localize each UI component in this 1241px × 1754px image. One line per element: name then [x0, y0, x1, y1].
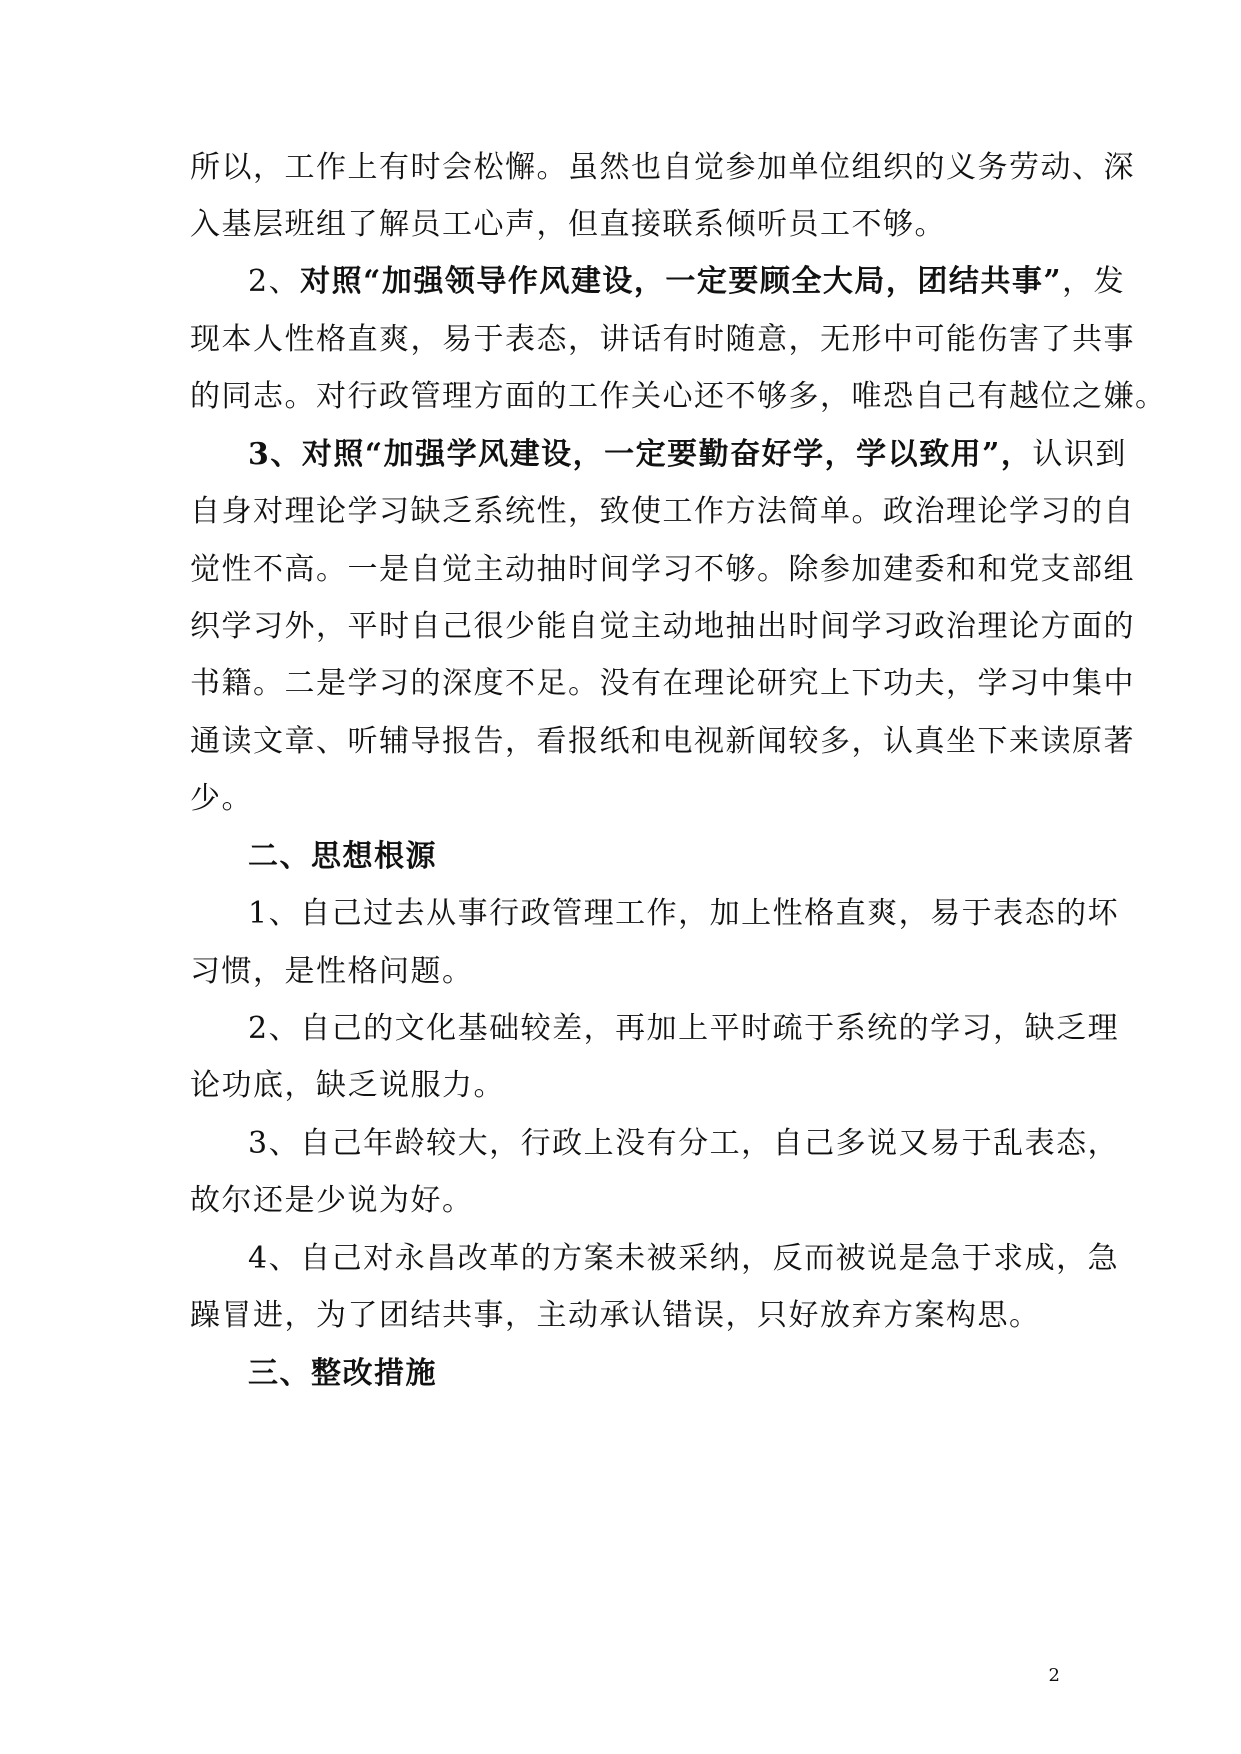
text-line: 习惯，是性格问题。 — [190, 954, 474, 989]
text-line: 躁冒进，为了团结共事，主动承认错误，只好放弃方案构思。 — [190, 1298, 1041, 1333]
text-line: 少。 — [190, 781, 253, 816]
paragraph-3-first-line — [248, 433, 1127, 477]
bold-heading-text: 对照“加强领导作风建设，一定要顾全大局，团结共事” — [300, 264, 1063, 299]
text-span: 认识到 — [1032, 437, 1127, 472]
text-line: 织学习外，平时自己很少能自觉主动地抽出时间学习政治理论方面的 — [190, 609, 1135, 644]
text-line: 的同志。对行政管理方面的工作关心还不够多，唯恐自己有越位之嫌。 — [190, 379, 1167, 414]
bold-heading-text: 3、对照“加强学风建设，一定要勤奋好学，学以致用”， — [248, 437, 1033, 472]
text-line: 论功底，缺乏说服力。 — [190, 1068, 505, 1103]
text-line: 1、自己过去从事行政管理工作，加上性格直爽，易于表态的坏 — [248, 896, 1120, 931]
text-line: 2、自己的文化基础较差，再加上平时疏于系统的学习，缺乏理 — [248, 1011, 1120, 1046]
item-number: 2、 — [248, 264, 301, 299]
text-line: 4、自己对永昌改革的方案未被采纳，反而被说是急于求成，急 — [248, 1241, 1120, 1276]
text-line: 故尔还是少说为好。 — [190, 1183, 474, 1218]
paragraph-2-first-line — [248, 260, 1126, 304]
text-line: 书籍。二是学习的深度不足。没有在理论研究上下功夫，学习中集中 — [190, 666, 1135, 701]
text-line: 自身对理论学习缺乏系统性，致使工作方法简单。政治理论学习的自 — [190, 494, 1135, 529]
text-line: 通读文章、听辅导报告，看报纸和电视新闻较多，认真坐下来读原著 — [190, 724, 1135, 759]
page-number: 2 — [1048, 1665, 1060, 1686]
section-heading: 三、整改措施 — [248, 1356, 437, 1391]
section-heading: 二、思想根源 — [248, 839, 437, 874]
text-span: ，发 — [1062, 264, 1126, 299]
text-line: 现本人性格直爽，易于表态，讲话有时随意，无形中可能伤害了共事 — [190, 322, 1135, 357]
text-line: 觉性不高。一是自觉主动抽时间学习不够。除参加建委和和党支部组 — [190, 552, 1135, 587]
text-line: 3、自己年龄较大，行政上没有分工，自己多说又易于乱表态， — [248, 1126, 1120, 1161]
text-line: 入基层班组了解员工心声，但直接联系倾听员工不够。 — [190, 207, 946, 242]
text-line: 所以，工作上有时会松懈。虽然也自觉参加单位组织的义务劳动、深 — [190, 150, 1135, 185]
